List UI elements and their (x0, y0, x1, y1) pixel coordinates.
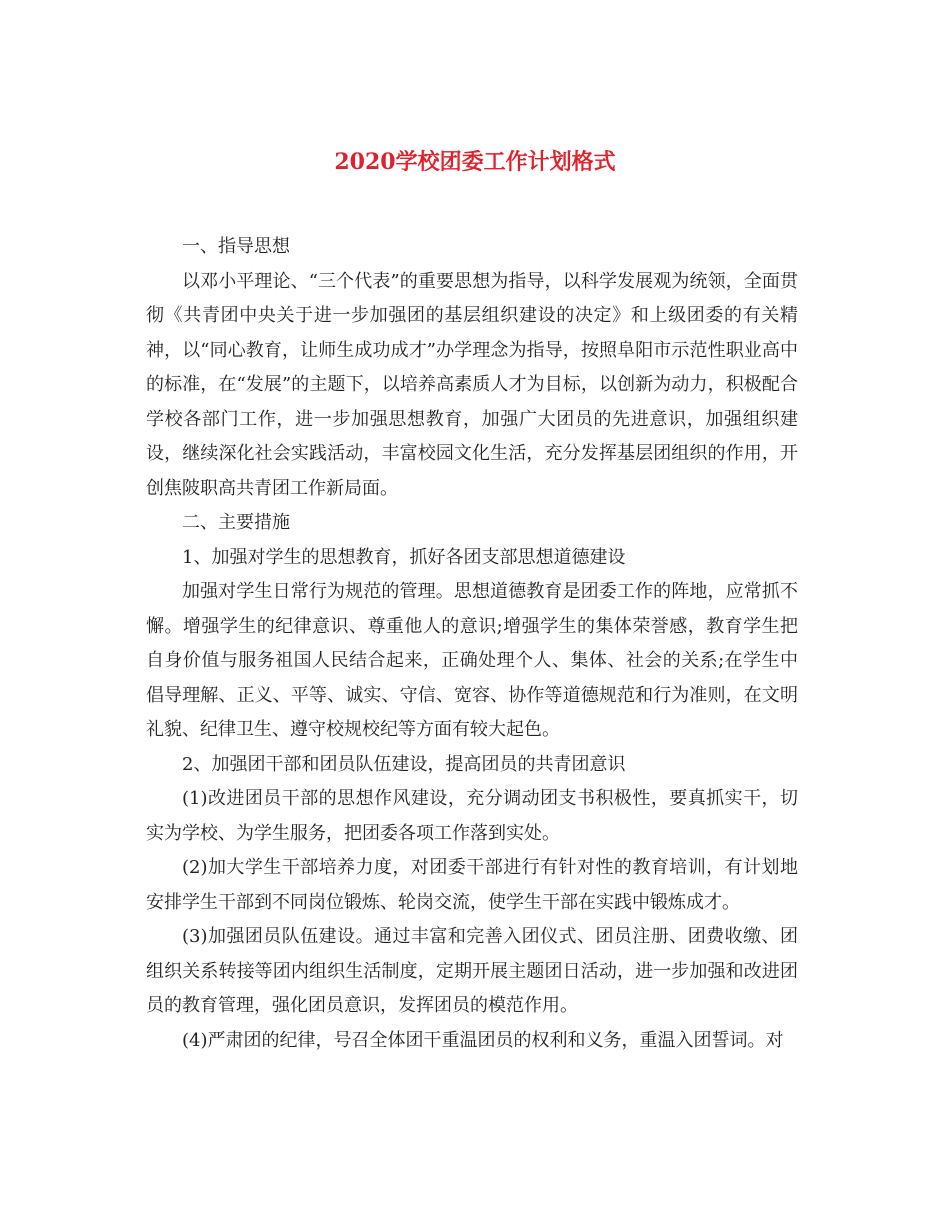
list-item-1: (1)改进团员干部的思想作风建设，充分调动团支书积极性，要真抓实干，切实为学校、为学生服务，把团委各项工作落到实处。 (146, 788, 798, 844)
paragraph-ideological-education: 加强对学生日常行为规范的管理。思想道德教育是团委工作的阵地，应常抓不懈。增强学生的纪律意识、尊重他人的意识;增强学生的集体荣誉感，教育学生把自身价值与服务祖国人民结合起来，正确处理个人、集体、社会的关系;在学生中倡导理解、正义、平等、诚实、守信、宽容、协作等道德规范和行为准则，在文明礼貌、纪律卫生、遵守校规校纪等方面有较大起色。 (146, 581, 798, 740)
list-item-3: (3)加强团员队伍建设。通过丰富和完善入团仪式、团员注册、团费收缴、团组织关系转接等团内组织生活制度，定期开展主题团日活动，进一步加强和改进团员的教育管理，强化团员意识，发挥团员的模范作用。 (146, 926, 798, 1016)
subheading-cadre-team-building: 2、加强团干部和团员队伍建设，提高团员的共青团意识 (182, 753, 626, 775)
paragraph-guiding-ideology: 以邓小平理论、“三个代表”的重要思想为指导，以科学发展观为统领，全面贯彻《共青团中央关于进一步加强团的基层组织建设的决定》和上级团委的有关精神，以“同心教育，让师生成功成才”办学理念为指导，按照阜阳市示范性职业高中的标准，在“发展”的主题下，以培养高素质人才为目标，以创新为动力，积极配合学校各部门工作，进一步加强思想教育，加强广大团员的先进意识，加强组织建设，继续深化社会实践活动，丰富校园文化生活，充分发挥基层团组织的作用，开创焦陂职高共青团工作新局面。 (146, 270, 798, 499)
document-body (146, 230, 798, 1058)
list-item-2: (2)加大学生干部培养力度，对团委干部进行有针对性的教育培训，有计划地安排学生干部到不同岗位锻炼、轮岗交流，使学生干部在实践中锻炼成才。 (146, 857, 798, 913)
section-heading-guiding-ideology: 一、指导思想 (182, 236, 290, 257)
list-item-4: (4)严肃团的纪律，号召全体团干重温团员的权利和义务，重温入团誓词。对 (182, 1029, 784, 1051)
document-title: 2020学校团委工作计划格式 (334, 149, 616, 175)
subheading-ideological-education: 1、加强对学生的思想教育，抓好各团支部思想道德建设 (182, 546, 626, 568)
section-heading-main-measures: 二、主要措施 (182, 512, 290, 533)
